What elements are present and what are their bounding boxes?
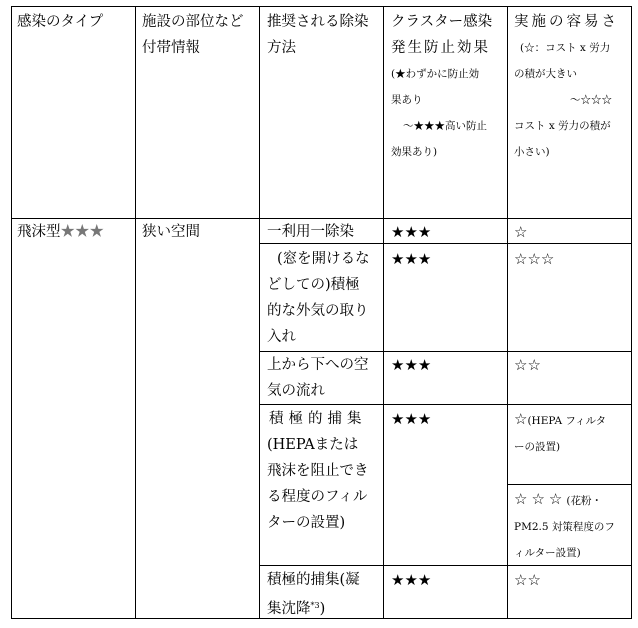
ease-row-4b: ☆☆☆(花粉・ PM2.5 対策程度のフ ィルター設置) xyxy=(514,490,615,559)
header-facility-part: 施設の部位など 付帯情報 xyxy=(142,14,244,56)
decontamination-table xyxy=(11,6,632,619)
infection-type-label: 飛沫型 xyxy=(17,224,61,240)
effect-row-5: ★★★ xyxy=(391,571,432,589)
location-cell: 狭い空間 xyxy=(142,224,200,240)
ease-row-5: ☆☆ xyxy=(514,571,541,589)
effect-row-1: ★★★ xyxy=(391,223,432,241)
effect-row-4: ★★★ xyxy=(391,410,432,428)
effect-row-2: ★★★ xyxy=(391,250,432,268)
ease-row-3: ☆☆ xyxy=(514,356,541,374)
header-cluster-prevention: クラスター感染 発生防止効果 (★わずかに防止効 果あり 〜★★★高い防止 効果あり) xyxy=(391,14,493,158)
header-ease-of-implementation: 実施の容易さ (☆：コスト x 労力 の積が大きい 〜☆☆☆ コスト x 労力の積が 小さい) xyxy=(514,14,619,158)
header-recommended-method: 推奨される除染 方法 xyxy=(267,14,369,56)
method-row-2: (窓を開けるな どしての)積極 的な外気の取り 入れ xyxy=(267,251,370,345)
method-row-3: 上から下への空 気の流れ xyxy=(267,357,369,399)
infection-type-stars: ★★★ xyxy=(60,224,104,240)
header-infection-type: 感染のタイプ xyxy=(17,14,104,30)
ease-row-2: ☆☆☆ xyxy=(514,250,555,268)
method-row-5: 積極的捕集(凝 集沈降$^{*3}$) xyxy=(267,572,360,617)
effect-row-3: ★★★ xyxy=(391,356,432,374)
ease-row-1: ☆ xyxy=(514,223,528,241)
ease-row-4a: ☆(HEPA フィルタ ーの設置) xyxy=(514,410,607,453)
infection-type-cell xyxy=(17,219,133,245)
method-row-4: 積極的捕集 (HEPAまたは 飛沫を阻止でき る程度のフィル ターの設置) xyxy=(267,411,369,531)
method-row-1: 一利用一除染 xyxy=(267,224,354,240)
